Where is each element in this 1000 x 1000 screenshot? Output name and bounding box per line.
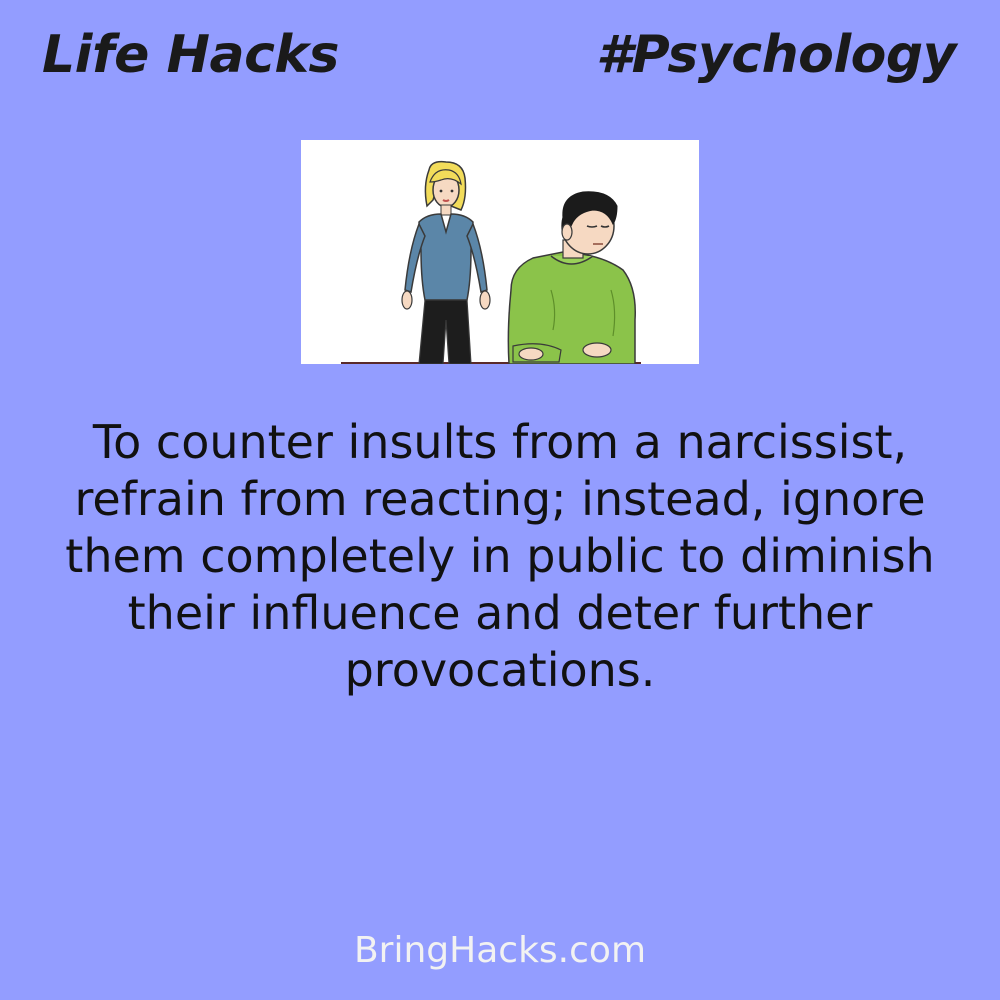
woman-and-man-illustration [301,140,699,364]
tip-text: To counter insults from a narcissist, refrain from reacting; instead, ignore them completely in public to diminish their influence and deter further provocations. [65,415,935,697]
header-title: Life Hacks [42,25,339,85]
category-tag: #Psychology [595,25,956,85]
website-credit: BringHacks.com [353,930,647,971]
